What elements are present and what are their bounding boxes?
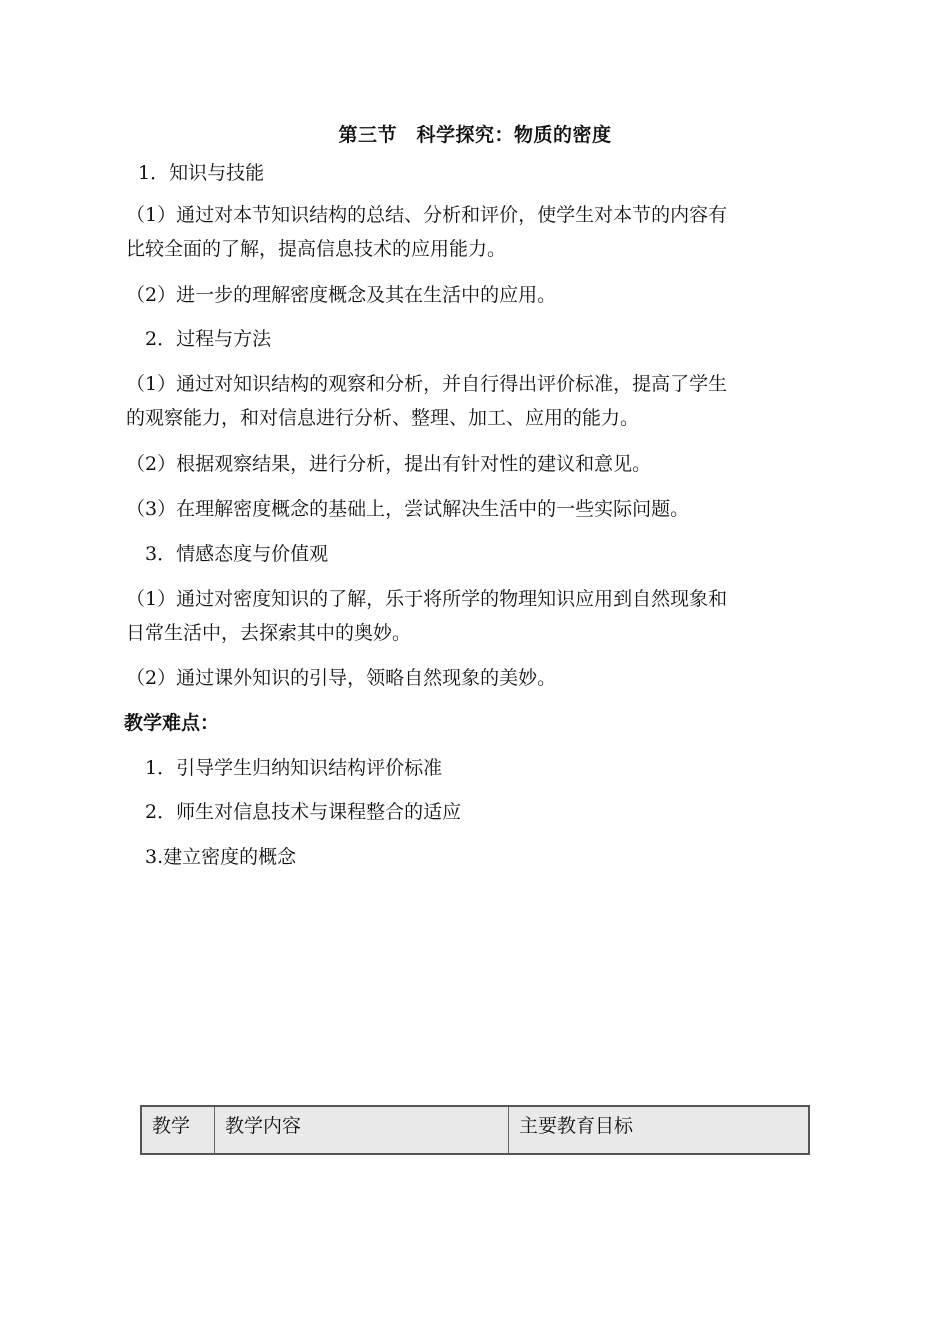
- table-header-cell: 教学内容: [215, 1107, 509, 1153]
- paragraph-line: 日常生活中，去探索其中的奥妙。: [126, 622, 412, 644]
- difficulty-item: 2．师生对信息技术与课程整合的适应: [145, 801, 462, 823]
- paragraph-line: （2）通过课外知识的引导，领略自然现象的美妙。: [126, 667, 557, 689]
- paragraph-line: （3）在理解密度概念的基础上，尝试解决生活中的一些实际问题。: [126, 498, 690, 520]
- paragraph-line: 的观察能力，和对信息进行分析、整理、加工、应用的能力。: [126, 407, 640, 429]
- paragraph-line: （2）根据观察结果，进行分析，提出有针对性的建议和意见。: [126, 453, 652, 475]
- difficulty-item: 3.建立密度的概念: [145, 846, 297, 868]
- paragraph-line: （1）通过对本节知识结构的总结、分析和评价，使学生对本节的内容有: [126, 204, 728, 226]
- page-title: 第三节 科学探究：物质的密度: [338, 124, 612, 146]
- table-header-cell: 教学: [142, 1107, 215, 1153]
- paragraph-line: 比较全面的了解，提高信息技术的应用能力。: [126, 238, 507, 260]
- section-heading-attitude: 3．情感态度与价值观: [145, 543, 329, 565]
- paragraph-line: （1）通过对知识结构的观察和分析，并自行得出评价标准，提高了学生: [126, 373, 728, 395]
- paragraph-line: （1）通过对密度知识的了解，乐于将所学的物理知识应用到自然现象和: [126, 588, 728, 610]
- table-header-cell: 主要教育目标: [519, 1115, 634, 1137]
- difficulty-item: 1．引导学生归纳知识结构评价标准: [145, 757, 443, 779]
- lesson-table: [140, 1105, 810, 1155]
- section-heading-process: 2．过程与方法: [145, 328, 272, 350]
- difficulties-heading: 教学难点：: [124, 712, 220, 734]
- paragraph-line: （2）进一步的理解密度概念及其在生活中的应用。: [126, 284, 557, 306]
- section-heading-knowledge: 1．知识与技能: [138, 162, 265, 184]
